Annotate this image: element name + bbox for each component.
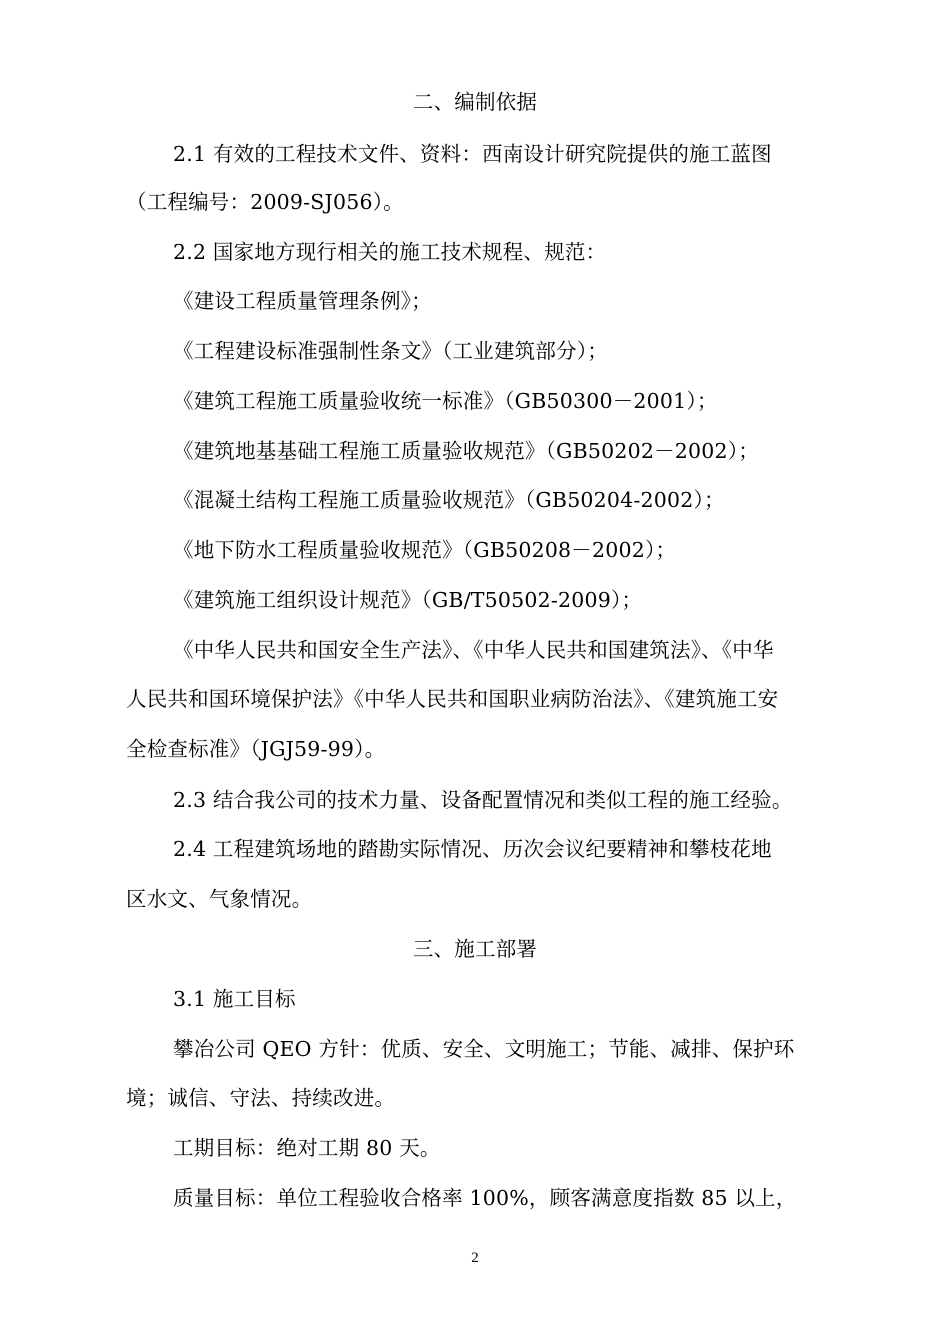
standard-item: 《建筑施工组织设计规范》（GB/T50502-2009）；	[173, 588, 643, 612]
paragraph-2-4-line-1: 2.4 工程建筑场地的踏勘实际情况、历次会议纪要精神和攀枝花地	[173, 837, 772, 861]
paragraph-2-2: 2.2 国家地方现行相关的施工技术规程、规范：	[173, 240, 607, 264]
standard-item: 《建设工程质量管理条例》；	[173, 289, 432, 313]
quality-goal: 质量目标：单位工程验收合格率 100%，顾客满意度指数 85 以上，	[173, 1186, 797, 1210]
page-number: 2	[471, 1250, 479, 1266]
laws-paragraph-line-3: 全检查标准》（JGJ59-99）。	[126, 737, 386, 761]
standard-item: 《工程建设标准强制性条文》（工业建筑部分）；	[173, 339, 608, 363]
section-heading-compilation-basis: 二、编制依据	[412, 90, 538, 114]
paragraph-2-4-line-2: 区水文、气象情况。	[126, 887, 313, 911]
paragraph-2-1-line-1: 2.1 有效的工程技术文件、资料：西南设计研究院提供的施工蓝图	[173, 142, 772, 166]
standard-item: 《建筑地基基础工程施工质量验收规范》（GB50202－2002）；	[173, 439, 759, 463]
laws-paragraph-line-2: 人民共和国环境保护法》《中华人民共和国职业病防治法》、《建筑施工安	[126, 687, 779, 711]
standard-item: 《建筑工程施工质量验收统一标准》（GB50300－2001）；	[173, 389, 718, 413]
laws-paragraph-line-1: 《中华人民共和国安全生产法》、《中华人民共和国建筑法》、《中华	[173, 638, 774, 662]
qeo-policy-line-2: 境；诚信、守法、持续改进。	[126, 1086, 396, 1110]
paragraph-3-1: 3.1 施工目标	[173, 987, 296, 1011]
paragraph-2-3: 2.3 结合我公司的技术力量、设备配置情况和类似工程的施工经验。	[173, 788, 793, 812]
standard-item: 《混凝土结构工程施工质量验收规范》（GB50204-2002）；	[173, 488, 725, 512]
schedule-goal: 工期目标：绝对工期 80 天。	[173, 1136, 441, 1160]
paragraph-2-1-line-2: （工程编号：2009-SJ056）。	[126, 190, 404, 214]
qeo-policy-line-1: 攀冶公司 QEO 方针：优质、安全、文明施工；节能、减排、保护环	[173, 1037, 795, 1061]
section-heading-construction-deployment: 三、施工部署	[412, 937, 538, 961]
standard-item: 《地下防水工程质量验收规范》（GB50208－2002）；	[173, 538, 677, 562]
